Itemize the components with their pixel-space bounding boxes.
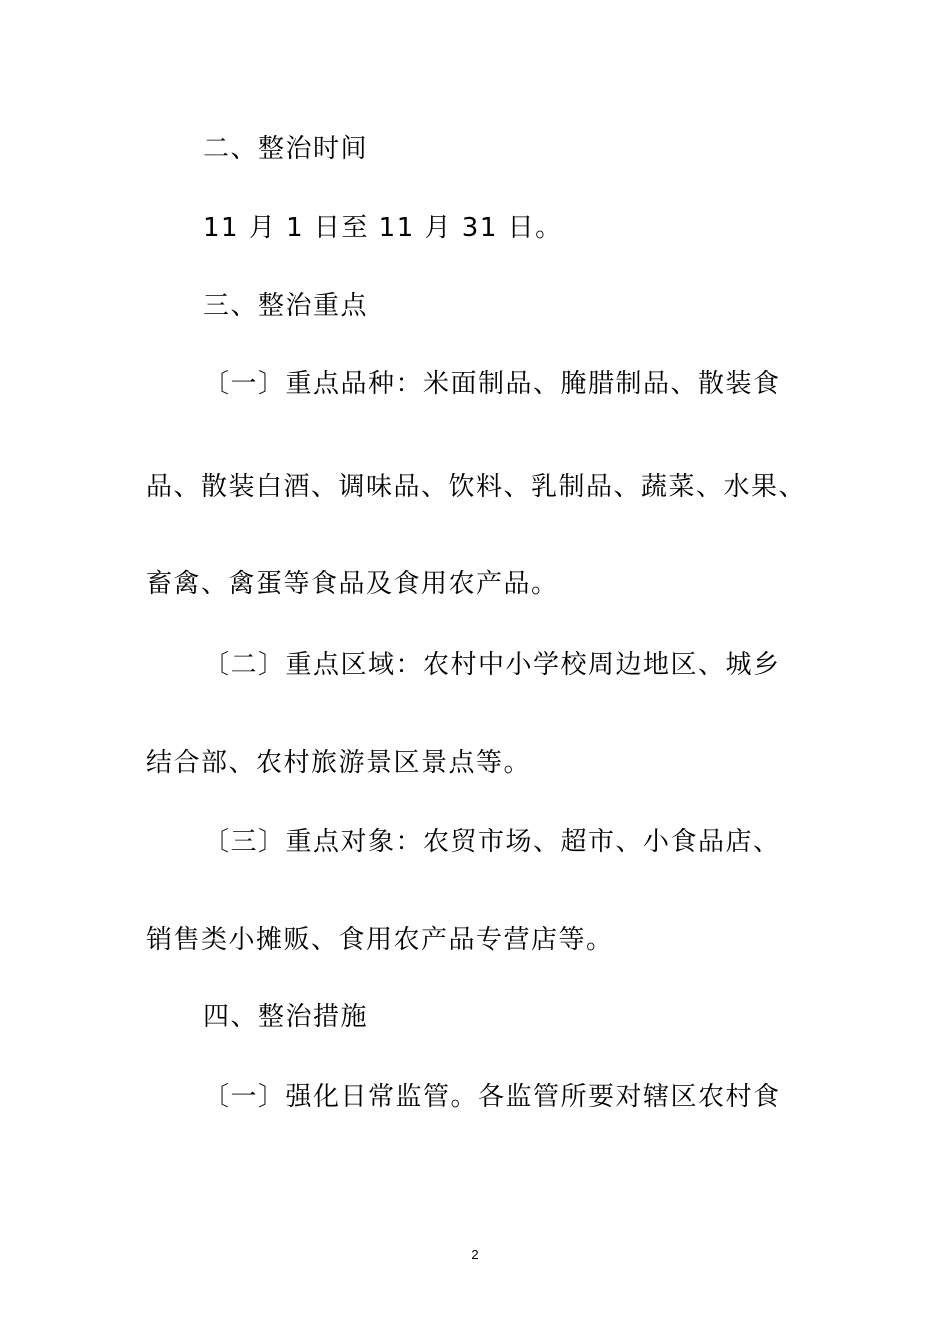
paragraph-line: 〔二〕重点区域：农村中小学校周边地区、城乡 [203, 650, 781, 680]
paragraph-line: 〔一〕重点品种：米面制品、腌腊制品、散装食 [203, 369, 781, 399]
page-number: 2 [471, 1247, 479, 1262]
section-heading-focus: 三、整治重点 [203, 291, 369, 321]
timeframe-text: 11 月 1 日至 11 月 31 日。 [203, 213, 563, 243]
paragraph-line: 〔三〕重点对象：农贸市场、超市、小食品店、 [203, 827, 781, 857]
paragraph-line: 结合部、农村旅游景区景点等。 [146, 748, 532, 778]
paragraph-line: 品、散装白酒、调味品、饮料、乳制品、蔬菜、水果、 [146, 472, 807, 502]
section-heading-measures: 四、整治措施 [203, 1002, 369, 1032]
paragraph-line: 销售类小摊贩、食用农产品专营店等。 [146, 925, 614, 955]
paragraph-line: 畜禽、禽蛋等食品及食用农产品。 [146, 569, 559, 599]
paragraph-line: 〔一〕强化日常监管。各监管所要对辖区农村食 [203, 1082, 781, 1112]
section-heading-timeframe: 二、整治时间 [203, 134, 369, 164]
